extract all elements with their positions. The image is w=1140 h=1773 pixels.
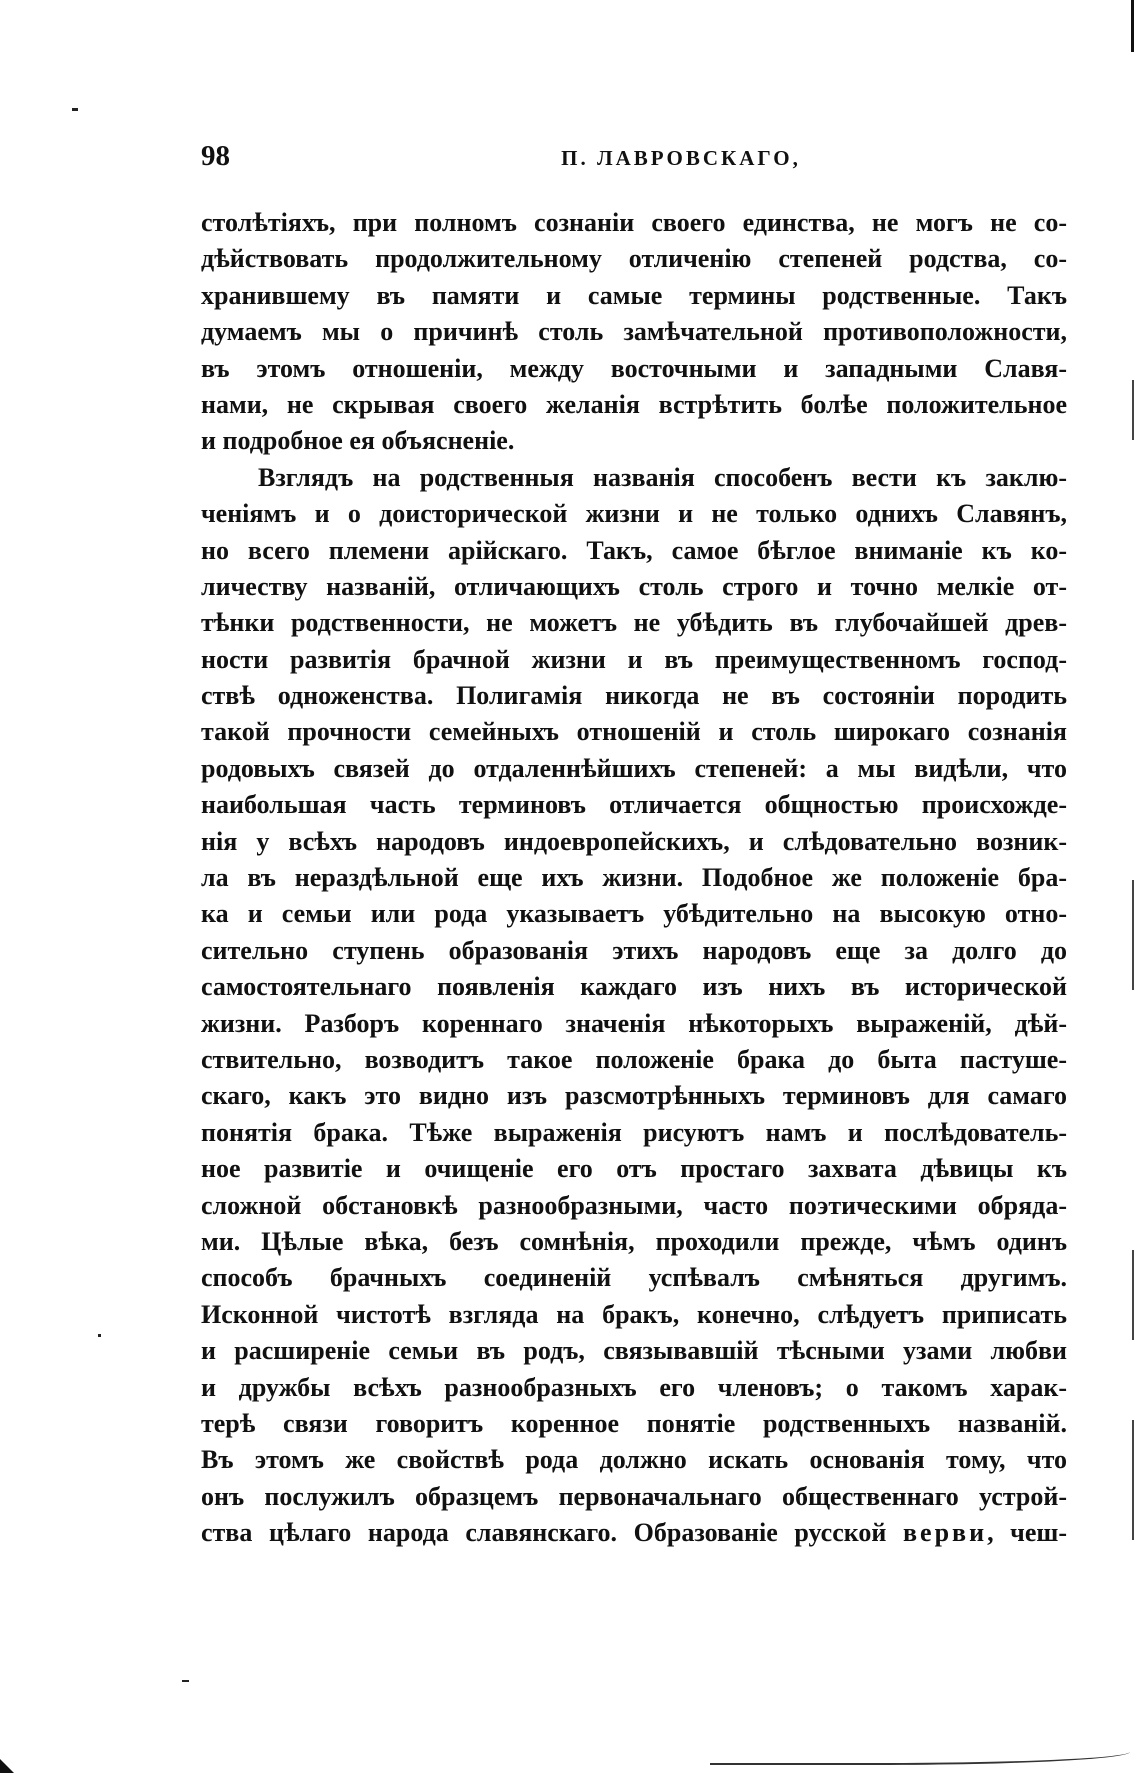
text-line: такой прочности семейныхъ отношеній и столь широкаго сознанія bbox=[201, 717, 1067, 747]
page-edge-mark bbox=[1131, 0, 1134, 52]
text-line: наибольшая часть терминовъ отличается общностью происхожде- bbox=[201, 790, 1067, 820]
text-line: сительно ступень образованія этихъ народовъ еще за долго до bbox=[201, 935, 1067, 965]
text-line-final bbox=[201, 1515, 1067, 1551]
scan-speck bbox=[72, 108, 78, 111]
text-line: сложной обстановкѣ разнообразными, часто поэтическими обряда- bbox=[201, 1190, 1067, 1220]
text-line: ченіямъ и о доисторической жизни и не только однихъ Славянъ, bbox=[201, 499, 1067, 529]
paragraph bbox=[201, 205, 1067, 460]
text-line: Въ этомъ же свойствѣ рода должно искать основанія тому, что bbox=[201, 1445, 1067, 1475]
text-line: жизни. Разборъ кореннаго значенія нѣкоторыхъ выраженій, дѣй- bbox=[201, 1008, 1067, 1038]
text-line: хранившему въ памяти и самые термины родственные. Такъ bbox=[201, 280, 1067, 310]
text-line: ла въ нераздѣльной еще ихъ жизни. Подобное же положеніе бра- bbox=[201, 863, 1067, 893]
page-edge-line bbox=[1132, 880, 1134, 990]
text-line: родовыхъ связей до отдаленнѣйшихъ степеней: а мы видѣли, что bbox=[201, 753, 1067, 783]
text-line: и дружбы всѣхъ разнообразныхъ его членовъ; о такомъ харак- bbox=[201, 1372, 1067, 1402]
text-line: думаемъ мы о причинѣ столь замѣчательной противоположности, bbox=[201, 317, 1067, 347]
text-line: онъ послужилъ образцемъ первоначальнаго общественнаго устрой- bbox=[201, 1481, 1067, 1511]
text-line: способъ брачныхъ соединеній успѣвалъ смѣняться другимъ. bbox=[201, 1263, 1067, 1293]
page-header bbox=[201, 140, 1067, 180]
text-line: но всего племени арійскаго. Такъ, самое бѣглое вниманіе къ ко- bbox=[201, 535, 1067, 565]
text-line: въ этомъ отношеніи, между восточными и западными Славя- bbox=[201, 353, 1067, 383]
page-curl bbox=[710, 1743, 1130, 1765]
text-line: самостоятельнаго появленія каждаго изъ нихъ въ исторической bbox=[201, 972, 1067, 1002]
text-fragment: , чеш- bbox=[987, 1518, 1067, 1548]
text-line: ствительно, возводитъ такое положеніе брака до быта пастуше- bbox=[201, 1044, 1067, 1074]
text-line: дѣйствовать продолжительному отличенію степеней родства, со- bbox=[201, 244, 1067, 274]
page-edge-line bbox=[1132, 1250, 1134, 1340]
scan-speck bbox=[98, 1334, 101, 1337]
text-line: понятія брака. Тѣже выраженія рисуютъ намъ и послѣдователь- bbox=[201, 1117, 1067, 1147]
text-line: Взглядъ на родственныя названія способенъ вести къ заклю- bbox=[258, 462, 1067, 492]
page-edge-line bbox=[1132, 1420, 1134, 1540]
text-line: нами, не скрывая своего желанія встрѣтить болѣе положительное bbox=[201, 389, 1067, 419]
running-head: П. ЛАВРОВСКАГО, bbox=[561, 146, 801, 170]
page-edge-line bbox=[1132, 380, 1134, 440]
text-line: личеству названій, отличающихъ столь строго и точно мелкіе от- bbox=[201, 571, 1067, 601]
text-line: скаго, какъ это видно изъ разсмотрѣнныхъ терминовъ для самаго bbox=[201, 1081, 1067, 1111]
text-line: тѣнки родственности, не можетъ не убѣдить въ глубочайшей древ- bbox=[201, 608, 1067, 638]
text-line: ми. Цѣлые вѣка, безъ сомнѣнія, проходили прежде, чѣмъ одинъ bbox=[201, 1226, 1067, 1256]
spaced-emphasis-word: верви bbox=[903, 1518, 988, 1548]
text-line: Исконной чистотѣ взгляда на бракъ, конечно, слѣдуетъ приписать bbox=[201, 1299, 1067, 1329]
body-text bbox=[201, 205, 1067, 1551]
page-number: 98 bbox=[201, 140, 230, 172]
paragraph bbox=[201, 460, 1067, 1552]
text-line: и подробное ея объясненіе. bbox=[201, 426, 515, 456]
scan-corner-mark bbox=[0, 1759, 14, 1773]
text-fragment: ства цѣлаго народа славянскаго. Образованіе русской bbox=[201, 1518, 903, 1548]
text-line: столѣтіяхъ, при полномъ сознаніи своего единства, не могъ не со- bbox=[201, 208, 1067, 237]
text-line: ности развитія брачной жизни и въ преимущественномъ господ- bbox=[201, 644, 1067, 674]
text-line: ка и семьи или рода указываетъ убѣдительно на высокую отно- bbox=[201, 899, 1067, 929]
text-line: терѣ связи говоритъ коренное понятіе родственныхъ названій. bbox=[201, 1408, 1067, 1438]
text-line: и расширеніе семьи въ родъ, связывавшій тѣсными узами любви bbox=[201, 1336, 1067, 1366]
text-line: ствѣ одноженства. Полигамія никогда не въ состояніи породить bbox=[201, 681, 1067, 711]
text-line: ное развитіе и очищеніе его отъ простаго захвата дѣвицы къ bbox=[201, 1154, 1067, 1184]
scan-speck bbox=[182, 1680, 189, 1682]
text-line: нія у всѣхъ народовъ индоевропейскихъ, и слѣдовательно возник- bbox=[201, 826, 1067, 856]
